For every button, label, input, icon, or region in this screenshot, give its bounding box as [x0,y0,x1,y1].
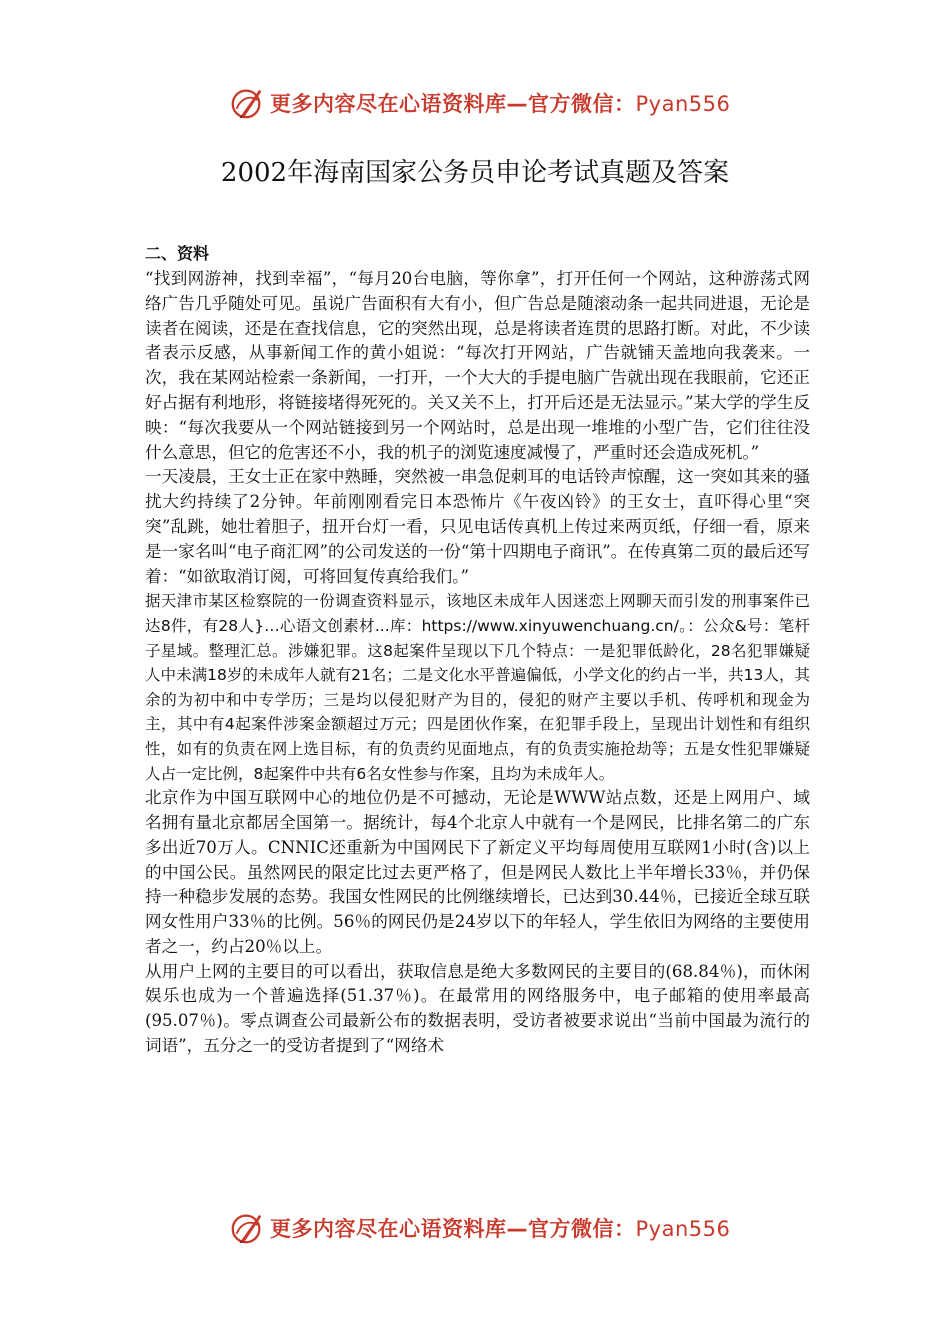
paragraph: 一天凌晨，王女士正在家中熟睡，突然被一串急促刺耳的电话铃声惊醒，这一突如其来的骚扰大约持续了2分钟。年前刚刚看完日本恐怖片《午夜凶铃》的王女士，直吓得心里“突突”乱跳，她壮着胆子，扭开台灯一看，只见电话传真机上传过来两页纸，仔细一看，原来是一家名叫“电子商汇网”的公司发送的一份“第十四期电子商讯”。在传真第二页的最后还写着：“如欲取消订阅，可将回复传真给我们。” [145,467,810,586]
pen-swirl-logo-icon [228,84,266,122]
banner-slogan: 更多内容尽在心语资料库—官方微信： [270,92,636,116]
banner-text [270,88,730,118]
banner-text [270,1213,730,1243]
paragraph: “找到网游神，找到幸福”，“每月20台电脑，等你拿”，打开任何一个网站，这种游荡式网络广告几乎随处可见。虽说广告面积有大有小，但广告总是随滚动条一起共同进退，无论是读者在阅读，还是在查找信息，它的突然出现，总是将读者连贯的思路打断。对此，不少读者表示反感，从事新闻工作的黄小姐说：“每次打开网站，广告就铺天盖地向我袭来。一次，我在某网站检索一条新闻，一打开，一个大大的手提电脑广告就出现在我眼前，它还正好占据有利地形，将链接堵得死死的。关又关不上，打开后还是无法显示。”某大学的学生反映：“每次我要从一个网站链接到另一个网站时，总是出现一堆堆的小型广告，它们往往没什么意思，但它的危害还不小，我的机子的浏览速度减慢了，严重时还会造成死机。” [145,269,810,462]
paragraph: 据天津市某区检察院的一份调查资料显示，该地区未成年人因迷恋上网聊天而引发的刑事案件已达8件，有28人}…心语文创素材...库：https://www.xinyuwenchuang.cn/。：公众&号：笔杆子星域。整理汇总。涉嫌犯罪。这8起案件呈现以下几个特点：一是犯罪低龄化，28名犯罪嫌疑人中未满18岁的未成年人就有21名；二是文化水平普遍偏低，小学文化的约占一半，共13人，其余的为初中和中专学历；三是均以侵犯财产为目的，侵犯的财产主要以手机、传呼机和现金为主，其中有4起案件涉案金额超过万元；四是团伙作案，在犯罪手段上，呈现出计划性和有组织性，如有的负责在网上选目标，有的负责约见面地点，有的负责实施抢劫等；五是女性犯罪嫌疑人占一定比例，8起案件中共有6名女性参与作案，且均为未成年人。 [145,592,810,783]
banner-wechat-id: Pyan556 [635,1217,731,1241]
pen-swirl-logo-icon [228,1209,266,1247]
banner-wechat-id: Pyan556 [635,92,731,116]
section-heading: 二、资料 [145,244,210,263]
footer-watermark-banner [228,1208,748,1248]
header-watermark-banner [228,83,748,123]
document-body [145,243,810,1059]
paragraph: 北京作为中国互联网中心的地位仍是不可撼动，无论是WWW站点数，还是上网用户、域名拥有量北京都居全国第一。据统计，每4个北京人中就有一个是网民，比排名第二的广东多出近70万人。CNNIC还重新为中国网民下了新定义平均每周使用互联网1小时(含)以上的中国公民。虽然网民的限定比过去更严格了，但是网民人数比上半年增长33％，并仍保持一种稳步发展的态势。我国女性网民的比例继续增长，已达到30.44％，已接近全球互联网女性用户33％的比例。56％的网民仍是24岁以下的年轻人，学生依旧为网络的主要使用者之一，约占20％以上。 [145,788,810,956]
document-title: 2002年海南国家公务员申论考试真题及答案 [220,158,730,188]
paragraph: 从用户上网的主要目的可以看出，获取信息是绝大多数网民的主要目的(68.84％)，而休闲娱乐也成为一个普遍选择(51.37％)。在最常用的网络服务中，电子邮箱的使用率最高(95.07％)。零点调查公司最新公布的数据表明，受访者被要求说出“当前中国最为流行的词语”，五分之一的受访者提到了“网络术 [145,961,810,1056]
banner-slogan: 更多内容尽在心语资料库—官方微信： [270,1217,636,1241]
